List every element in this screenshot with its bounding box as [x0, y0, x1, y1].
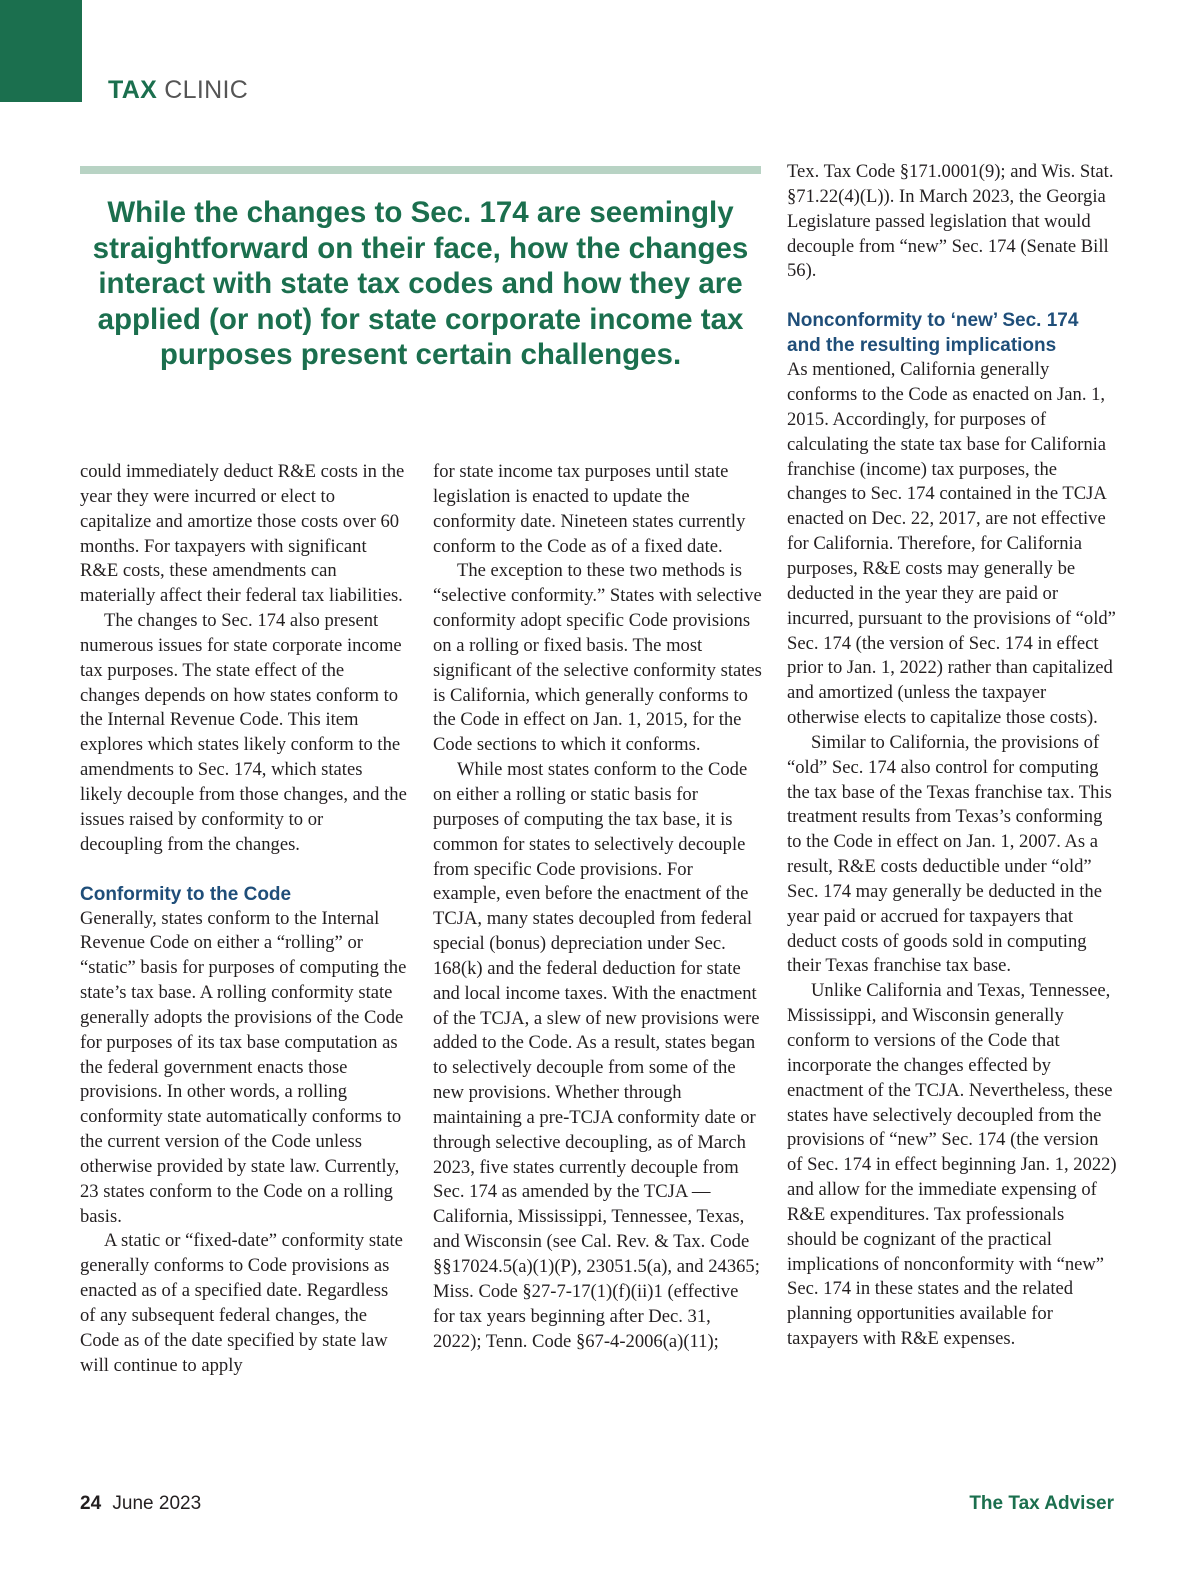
subheading-nonconformity: Nonconformity to ‘new’ Sec. 174 and the resulting implications — [787, 310, 1079, 357]
issue-date: June 2023 — [112, 1493, 202, 1514]
paragraph: While most states conform to the Code on either a rolling or static basis for purposes of computing the tax base, it is common for states to selectively decouple from specific Code provisions. For example, even before the enactment of the TCJA, many states decoupled from federal special (bonus) depreciation under Sec. 168(k) and the federal deduction for state and local income taxes. With the enactment of the TCJA, a slew of new provisions were added to the Code. As a result, states began to selectively decouple from some of the new provisions. Whether through maintaining a pre-TCJA conformity date or through selective decoupling, as of March 2023, five states currently decouple from Sec. 174 as amended by the TCJA — California, Mississippi, Tennessee, Texas, and Wisconsin (see Cal. Rev. & Tax. Code §§17024.5(a)(1)(P), 23051.5(a), and 24365; Miss. Code §27-7-17(1)(f)(ii)1 (effective for tax years beginning after Dec. 31, 2022); Tenn. Code §67-4-2006(a)(11); — [433, 759, 760, 1352]
section-label — [108, 76, 248, 105]
section-label-bold: TAX — [108, 76, 158, 104]
pull-quote-rule — [80, 166, 761, 174]
paragraph: The changes to Sec. 174 also present numerous issues for state corporate income tax purposes. The state effect of the changes depends on how states conform to the Internal Revenue Code. This item explores which states likely conform to the amendments to Sec. 174, which states likely decouple from those changes, and the issues raised by conformity to or decoupling from the changes. — [80, 610, 407, 855]
paragraph: for state income tax purposes until state legislation is enacted to update the conformity date. Nineteen states currently conform to the Code as of a fixed date. — [433, 461, 746, 557]
paragraph: A static or “fixed-date” conformity state generally conforms to Code provisions as enacted as of a specified date. Regardless of any subsequent federal changes, the Code as of the date specified by state law will continue to apply — [80, 1230, 403, 1376]
paragraph: The exception to these two methods is “selective conformity.” States with selective conformity adopt specific Code provisions on a rolling or fixed basis. The most significant of the selective conformity states is California, which generally conforms to the Code in effect on Jan. 1, 2015, for the Code sections to which it conforms. — [433, 560, 762, 756]
footer-left — [80, 1493, 201, 1515]
section-color-block — [0, 0, 82, 102]
article-column-1 — [80, 460, 407, 1379]
article-column-3 — [787, 160, 1117, 1352]
paragraph: Generally, states conform to the Internal Revenue Code on either a “rolling” or “static” basis for purposes of computing the state’s tax base. A rolling conformity state generally adopts the provisions of the Code for purposes of its tax base computation as the federal government enacts those provisions. In other words, a rolling conformity state automatically conforms to the current version of the Code unless otherwise provided by state law. Currently, 23 states conform to the Code on a rolling basis. — [80, 907, 407, 1227]
paragraph: As mentioned, California generally conforms to the Code as enacted on Jan. 1, 2015. Accordingly, for purposes of calculating the state tax base for California franchise (income) tax purposes, the changes to Sec. 174 contained in the TCJA enacted on Dec. 22, 2017, are not effective for California. Therefore, for California purposes, R&E costs may generally be deducted in the year they are paid or incurred, pursuant to the provisions of “old” Sec. 174 (the version of Sec. 174 in effect prior to Jan. 1, 2022) rather than capitalized and amortized (unless the taxpayer otherwise elects to capitalize those costs). — [787, 359, 1116, 729]
section-label-light: CLINIC — [164, 76, 249, 104]
subheading-conformity: Conformity to the Code — [80, 883, 292, 905]
paragraph: Similar to California, the provisions of “old” Sec. 174 also control for computing the tax base of the Texas franchise tax. This treatment results from Texas’s conforming to the Code in effect on Jan. 1, 2007. As a result, R&E costs deductible under “old” Sec. 174 may generally be deducted in the year paid or accrued for taxpayers that deduct costs of goods sold in computing their Texas franchise tax base. — [787, 731, 1112, 977]
paragraph: Unlike California and Texas, Tennessee, Mississippi, and Wisconsin generally conform to versions of the Code that incorporate the changes effected by enactment of the TCJA. Nevertheless, these states have selectively decoupled from the provisions of “new” Sec. 174 (the version of Sec. 174 in effect beginning Jan. 1, 2022) and allow for the immediate expensing of R&E expenditures. Tax professionals should be cognizant of the practical implications of nonconformity with “new” Sec. 174 in these states and the related planning opportunities available for taxpayers with R&E expenses. — [787, 980, 1117, 1350]
article-column-2 — [433, 460, 763, 1354]
publication-name: The Tax Adviser — [969, 1493, 1114, 1514]
pull-quote: While the changes to Sec. 174 are seemingly straightforward on their face, how the changes interact with state tax codes and how they are applied (or not) for state corporate income tax purposes present certain challenges. — [92, 196, 749, 371]
page-number: 24 — [80, 1493, 102, 1514]
paragraph: could immediately deduct R&E costs in the year they were incurred or elect to capitalize and amortize those costs over 60 months. For taxpayers with significant R&E costs, these amendments can materially affect their federal tax liabilities. — [80, 461, 405, 607]
paragraph: Tex. Tax Code §171.0001(9); and Wis. Stat. §71.22(4)(L)). In March 2023, the Georgia Legislature passed legislation that would decouple from “new” Sec. 174 (Senate Bill 56). — [787, 161, 1114, 282]
